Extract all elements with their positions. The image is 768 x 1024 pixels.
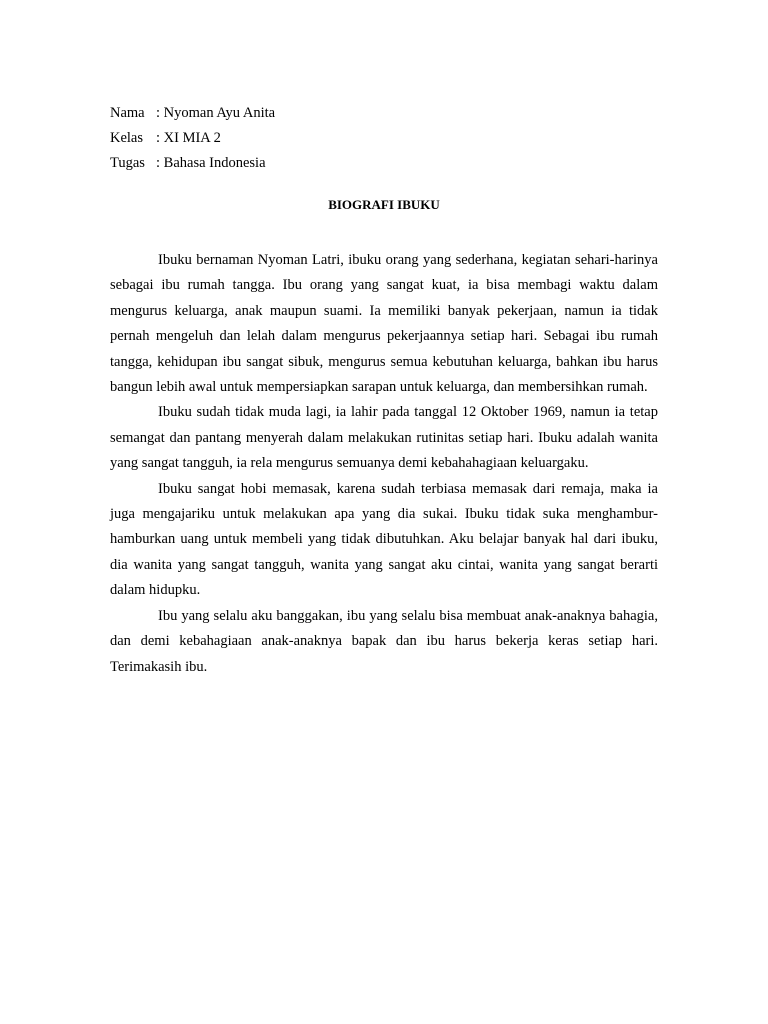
document-body <box>110 248 658 680</box>
info-value: : Bahasa Indonesia <box>156 155 266 171</box>
paragraph: Ibuku sudah tidak muda lagi, ia lahir pada tanggal 12 Oktober 1969, namun ia tetap semangat dan pantang menyerah dalam melakukan rutinitas setiap hari. Ibuku adalah wanita yang sangat tangguh, ia rela mengurus semuanya demi kebahahagiaan keluargaku. <box>110 404 658 472</box>
info-label: Tugas <box>110 155 145 171</box>
paragraph: Ibu yang selalu aku banggakan, ibu yang selalu bisa membuat anak-anaknya bahagia, dan demi kebahagiaan anak-anaknya bapak dan ibu harus bekerja keras setiap hari. Terimakasih ibu. <box>110 607 658 675</box>
info-label: Nama <box>110 105 145 121</box>
document-title: BIOGRAFI IBUKU <box>328 197 440 212</box>
paragraph: Ibuku sangat hobi memasak, karena sudah terbiasa memasak dari remaja, maka ia juga mengajariku untuk melakukan apa yang dia sukai. Ibuku tidak suka menghambur-hamburkan uang untuk membeli yang tidak dibutuhkan. Aku belajar banyak hal dari ibuku, dia wanita yang sangat tangguh, wanita yang sangat aku cintai, wanita yang sangat berarti dalam hidupku. <box>110 480 658 599</box>
paragraph: Ibuku bernaman Nyoman Latri, ibuku orang yang sederhana, kegiatan sehari-harinya sebagai ibu rumah tangga. Ibu orang yang sangat kuat, ia bisa membagi waktu dalam mengurus keluarga, anak maupun suami. Ia memiliki banyak pekerjaan, namun ia tidak pernah mengeluh dan lelah dalam mengurus pekerjaannya setiap hari. Sebagai ibu rumah tangga, kehidupan ibu sangat sibuk, mengurus semua kebutuhan keluarga, bahkan ibu harus bangun lebih awal untuk mempersiapkan sarapan untuk keluarga, dan membersihkan rumah. <box>110 252 658 396</box>
info-value: : XI MIA 2 <box>156 130 221 146</box>
info-value: : Nyoman Ayu Anita <box>156 105 276 121</box>
info-row-nama <box>110 101 275 126</box>
info-row-kelas <box>110 126 275 151</box>
student-info <box>110 101 275 176</box>
info-label: Kelas <box>110 130 144 146</box>
info-row-tugas <box>110 151 275 176</box>
